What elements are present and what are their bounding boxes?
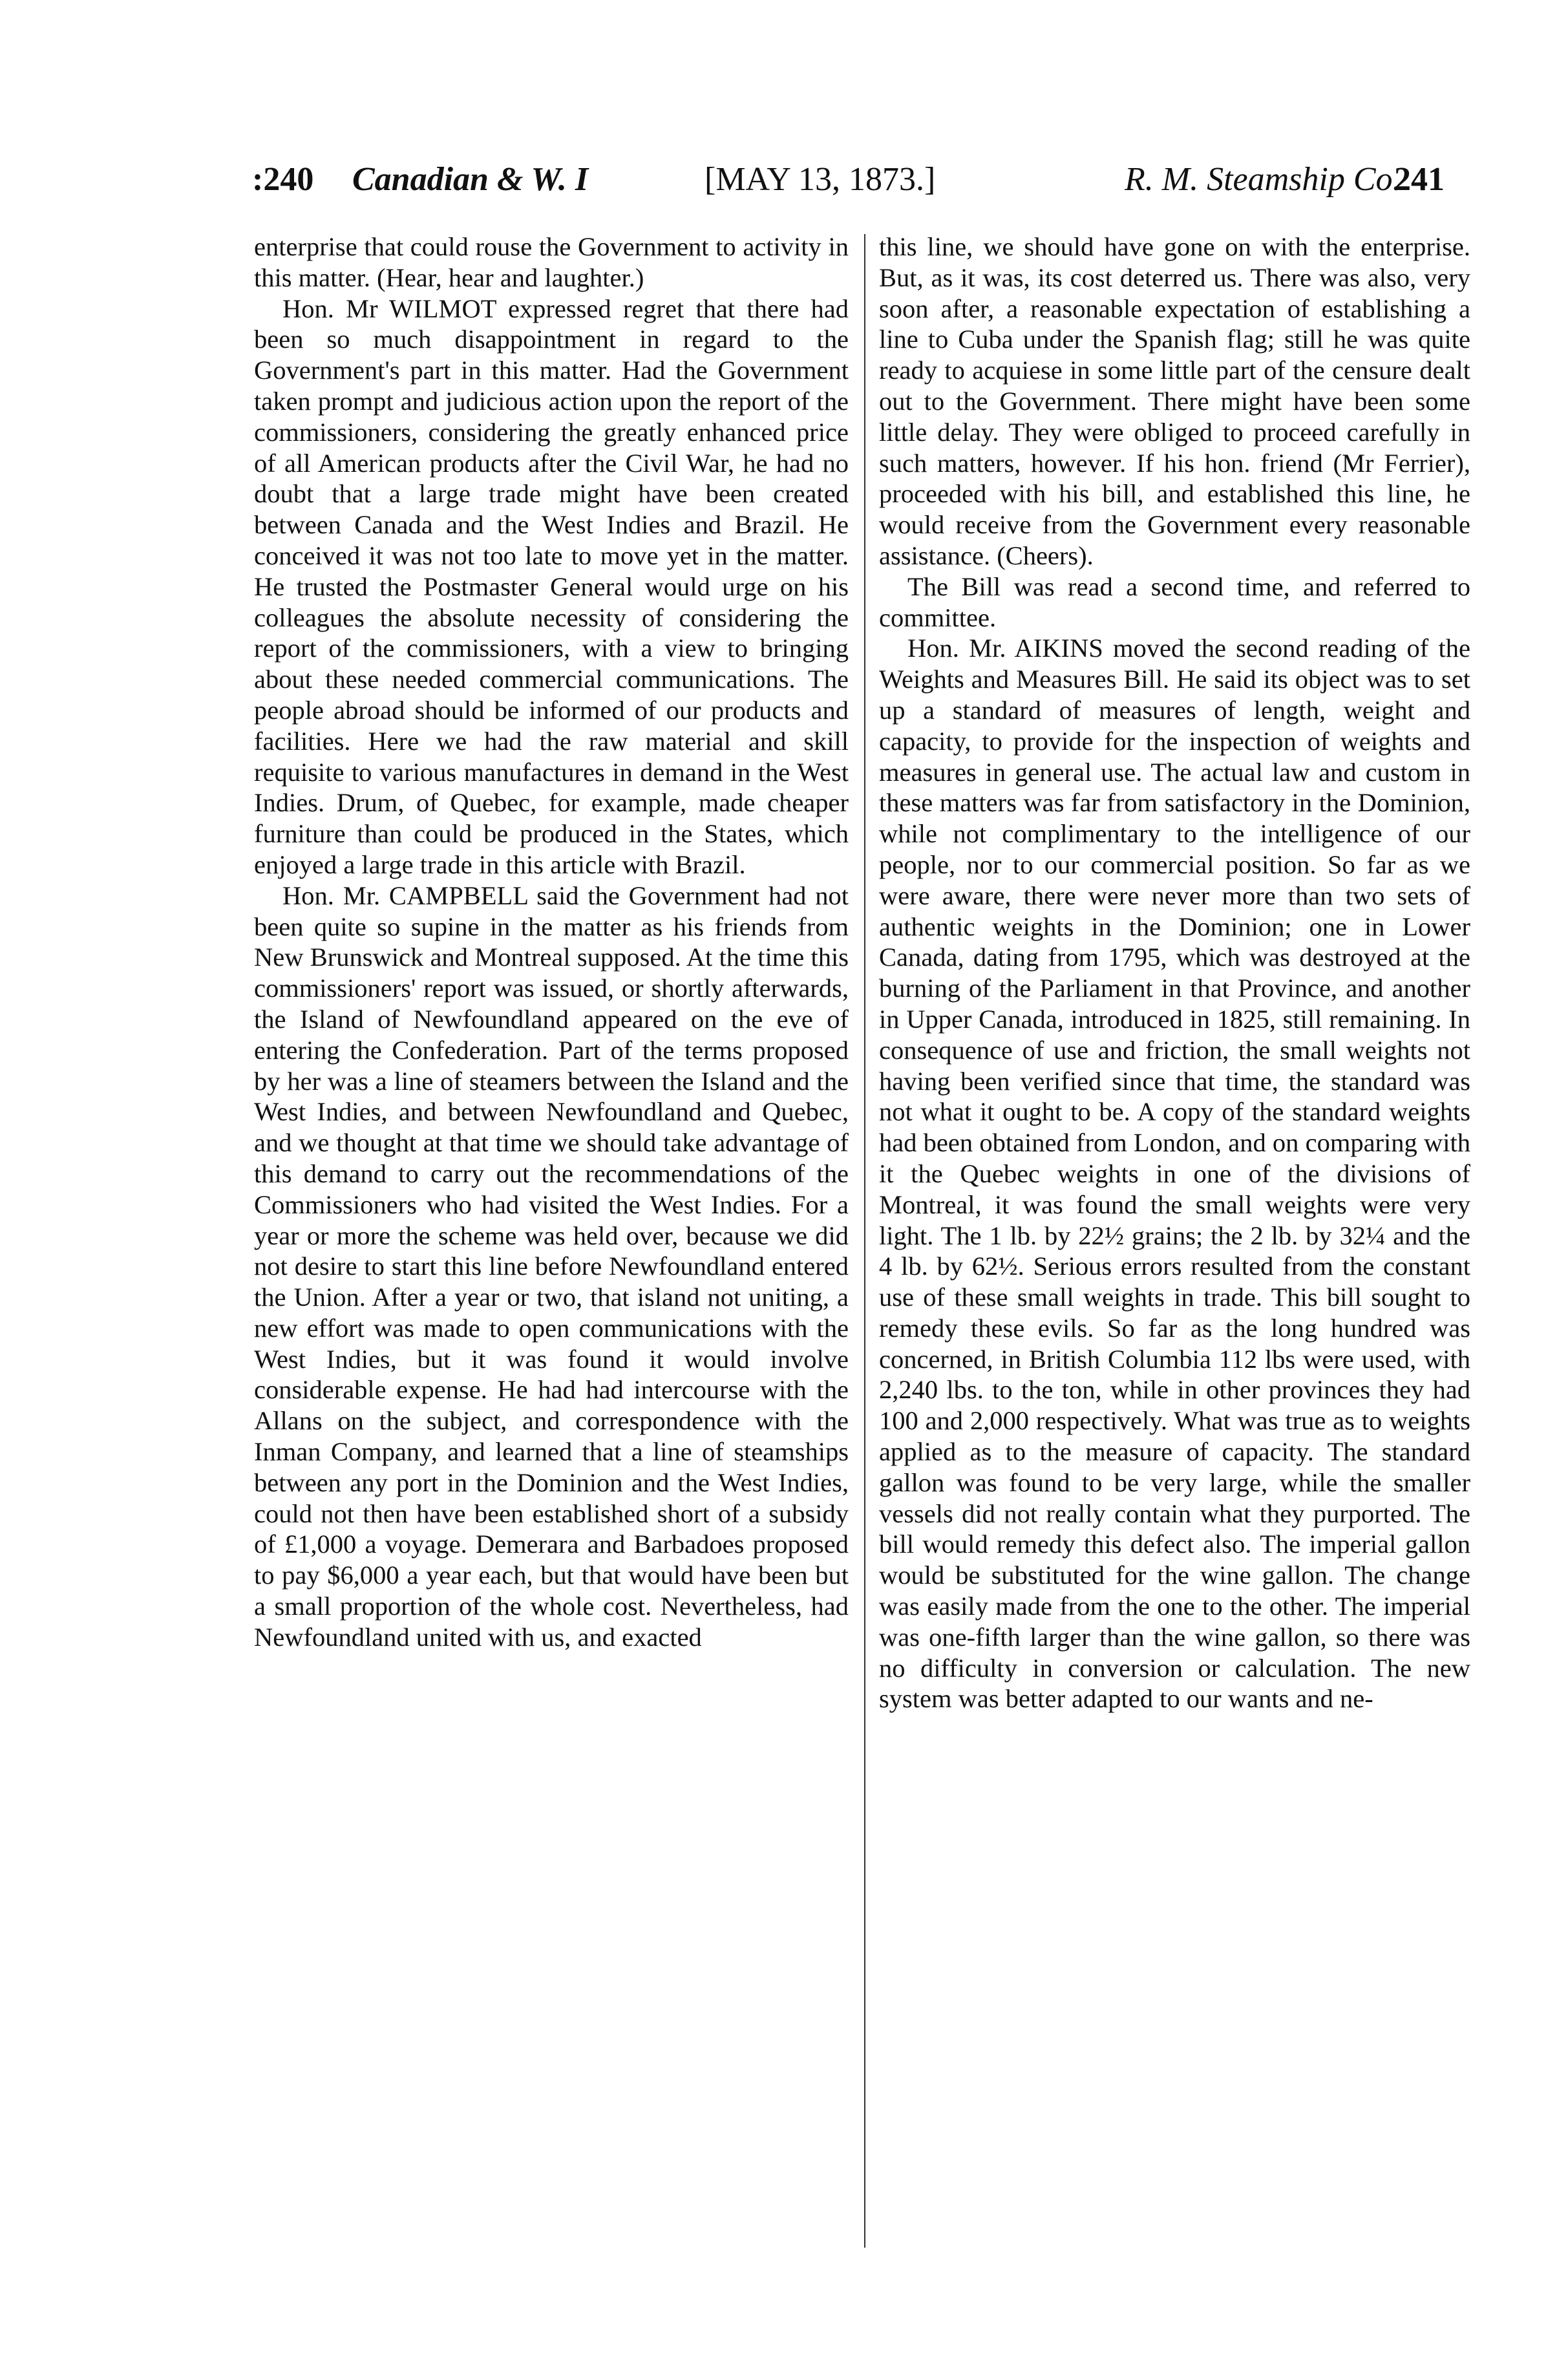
paragraph: The Bill was read a second time, and referred to committee. (879, 571, 1470, 632)
paragraph: Hon. Mr. CAMPBELL said the Government had not been quite so supine in the matter as his friends from New Brunswick and Montreal supposed. At the time this commissioners' report was issued, or shortly afterwards, the Island of Newfoundland appeared on the eve of entering the Confederation. Part of the terms proposed by her was a line of steamers between the Island and the West Indies, and between Newfoundland and Quebec, and we thought at that time we should take advantage of this demand to carry out the recommendations of the Commissioners who had visited the West Indies. For a year or more the scheme was held over, because we did not desire to start this line before Newfoundland entered the Union. After a year or two, that island not uniting, a new effort was made to open communications with the West Indies, but it was found it would involve considerable expense. He had had intercourse with the Allans on the subject, and correspondence with the Inman Company, and learned that a line of steamships between any port in the Dominion and the West Indies, could not then have been established short of a subsidy of £1,000 a voyage. Demerara and Barbadoes proposed to pay $6,000 a year each, but that would have been but a small proportion of the whole cost. Nevertheless, had Newfoundland united with us, and exacted (254, 880, 849, 1652)
paragraph: enterprise that could rouse the Government to activity in this matter. (Hear, hear and laughter.) (254, 232, 849, 292)
paragraph: Hon. Mr. AIKINS moved the second reading of the Weights and Measures Bill. He said its object was to set up a standard of measures of length, weight and capacity, to provide for the inspection of weights and measures in general use. The actual law and custom in these matters was far from satisfactory in the Dominion, while not complimentary to the intelligence of our people, nor to our commercial position. So far as we were aware, there were never more than two sets of authentic weights in the Dominion; one in Lower Canada, dating from 1795, which was destroyed at the burning of the Parliament in that Province, and another in Upper Canada, introduced in 1825, still remaining. In consequence of use and friction, the small weights not having been verified since that time, the standard was not what it ought to be. A copy of the standard weights had been obtained from London, and on comparing with it the Quebec weights in one of the divisions of Montreal, it was found the small weights were very light. The 1 lb. by 22½ grains; the 2 lb. by 32¼ and the 4 lb. by 62½. Serious errors resulted from the constant use of these small weights in trade. This bill sought to remedy these evils. So far as the long hundred was concerned, in British Columbia 112 lbs were used, with 2,240 lbs. to the ton, while in other provinces they had 100 and 2,000 respectively. What was true as to weights applied as to the measure of capacity. The standard gallon was found to be very large, while the smaller vessels did not really contain what they purported. The bill would remedy this defect also. The imperial gallon would be substituted for the wine gallon. The change was easily made from the one to the other. The imperial was one-fifth larger than the wine gallon, so there was no difficulty in conversion or calculation. The new system was better adapted to our wants and ne- (879, 634, 1470, 1714)
column-divider (864, 234, 865, 2248)
paragraph: Hon. Mr WILMOT expressed regret that there had been so much disappointment in regard to the Government's part in this matter. Had the Government taken prompt and judicious action upon the report of the commissioners, considering the greatly enhanced price of all American products after the Civil War, he had no doubt that a large trade might have been created between Canada and the West Indies and Brazil. He conceived it was not too late to move yet in the matter. He trusted the Postmaster General would urge on his colleagues the absolute necessity of considering the report of the commissioners, with a view to bringing about these needed commercial communications. The people abroad should be informed of our products and facilities. Here we had the raw material and skill requisite to various manufactures in demand in the West Indies. Drum, of Quebec, for example, made cheaper furniture than could be produced in the States, which enjoyed a large trade in this article with Brazil. (254, 293, 849, 879)
right-text-column (879, 231, 1470, 1714)
left-running-title: Canadian & W. I (352, 161, 589, 198)
date-line: [MAY 13, 1873.] (705, 161, 936, 198)
right-running-title: R. M. Steamship Co. (1125, 161, 1401, 198)
left-page-number: :240 (252, 161, 314, 198)
paragraph: this line, we should have gone on with the enterprise. But, as it was, its cost deterred us. There was also, very soon after, a reasonable expectation of establishing a line to Cuba under the Spanish flag; still he was quite ready to acquiese in some little part of the censure dealt out to the Government. There might have been some little delay. They were obliged to proceed carefully in such matters, however. If his hon. friend (Mr Ferrier), proceeded with his bill, and established this line, he would receive from the Government every reasonable assistance. (Cheers). (879, 232, 1470, 570)
right-page-number: 241 (1394, 161, 1445, 198)
left-text-column (254, 231, 849, 1653)
running-head (252, 154, 1445, 206)
